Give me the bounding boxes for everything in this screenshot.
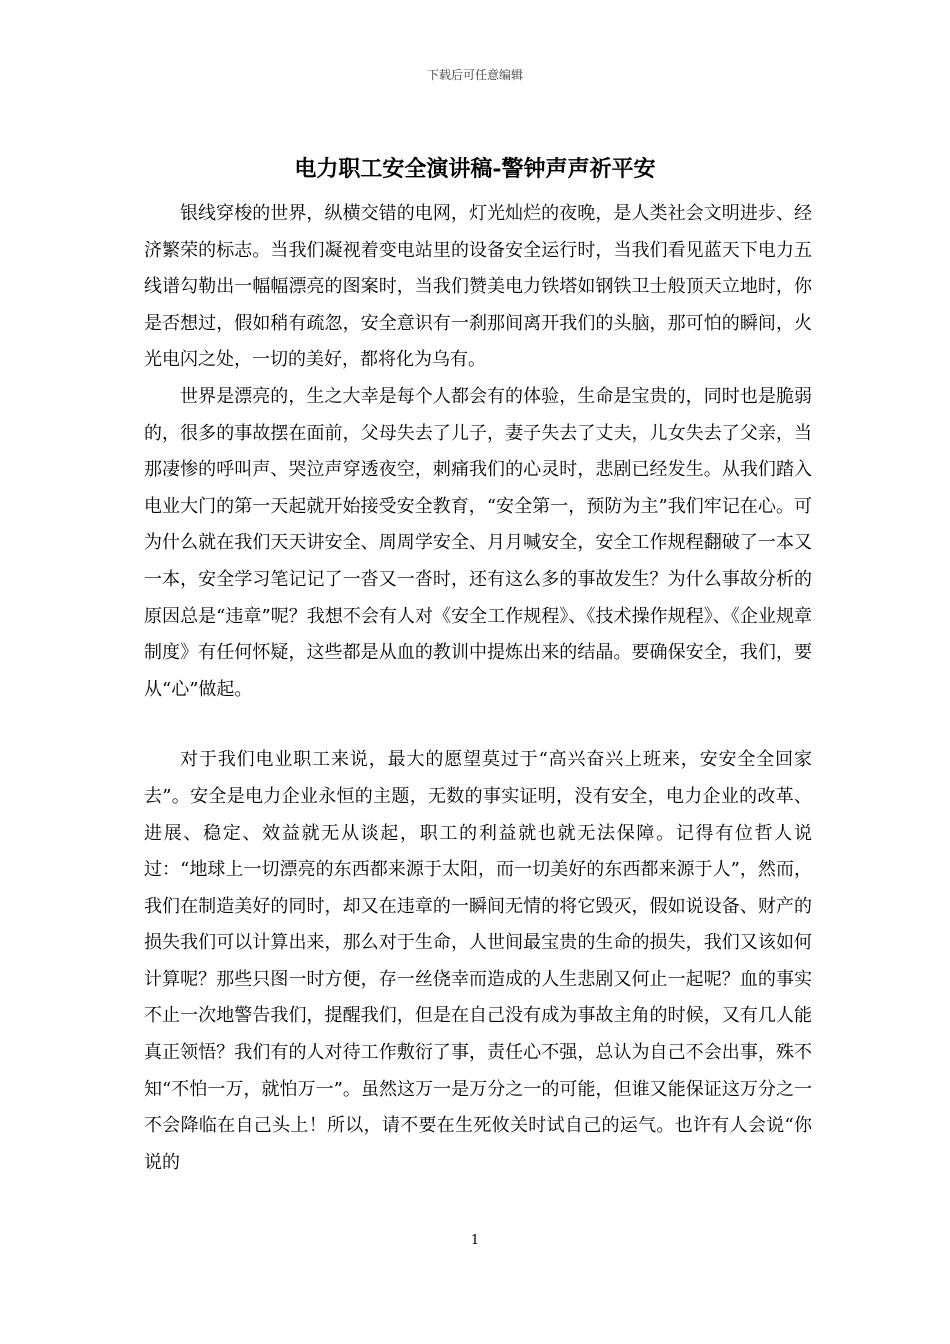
- document-body: [144, 196, 812, 1181]
- document-title: 电力职工安全演讲稿-警钟声声祈平安: [294, 156, 656, 182]
- paragraph-2: 世界是漂亮的，生之大幸是每个人都会有的体验，生命是宝贵的，同时也是脆弱的，很多的事故摆在面前，父母失去了儿子，妻子失去了丈夫，儿女失去了父亲，当那凄惨的呼叫声、哭泣声穿透夜空，刺痛我们的心灵时，悲剧已经发生。从我们踏入电业大门的第一天起就开始接受安全教育，“安全第一，预防为主”我们牢记在心。可为什么就在我们天天讲安全、周周学安全、月月喊安全，安全工作规程翻破了一本又一本，安全学习笔记记了一沓又一沓时，还有这么多的事故发生？为什么事故分析的原因总是“违章”呢？我想不会有人对《安全工作规程》、《技术操作规程》、《企业规章制度》有任何怀疑，这些都是从血的教训中提炼出来的结晶。要确保安全，我们，要从“心”做起。: [144, 385, 812, 700]
- paragraph-1: 银线穿梭的世界，纵横交错的电网，灯光灿烂的夜晚，是人类社会文明进步、经济繁荣的标志。当我们凝视着变电站里的设备安全运行时，当我们看见蓝天下电力五线谱勾勒出一幅幅漂亮的图案时，当我们赞美电力铁塔如钢铁卫士般顶天立地时，你是否想过，假如稍有疏忽，安全意识有一刹那间离开我们的头脑，那可怕的瞬间，火光电闪之处，一切的美好，都将化为乌有。: [144, 203, 812, 371]
- page-number: 1: [470, 1233, 480, 1248]
- paragraph-3: 对于我们电业职工来说，最大的愿望莫过于“高兴奋兴上班来，安安全全回家去”。安全是电力企业永恒的主题，无数的事实证明，没有安全，电力企业的改革、进展、稳定、效益就无从谈起，职工的利益就也就无法保障。记得有位哲人说过：“地球上一切漂亮的东西都来源于太阳，而一切美好的东西都来源于人”，然而，我们在制造美好的同时，却又在违章的一瞬间无情的将它毁灭，假如说设备、财产的损失我们可以计算出来，那么对于生命，人世间最宝贵的生命的损失，我们又该如何计算呢？那些只图一时方便，存一丝侥幸而造成的人生悲剧又何止一起呢？血的事实不止一次地警告我们，提醒我们，但是在自己没有成为事故主角的时候，又有几人能真正领悟？我们有的人对待工作敷衍了事，责任心不强，总认为自己不会出事，殊不知“不怕一万，就怕万一”。虽然这万一是万分之一的可能，但谁又能保证这万分之一不会降临在自己头上！所以，请不要在生死攸关时试自己的运气。也许有人会说“你说的: [144, 749, 812, 1173]
- header-note: 下载后可任意编辑: [426, 68, 523, 82]
